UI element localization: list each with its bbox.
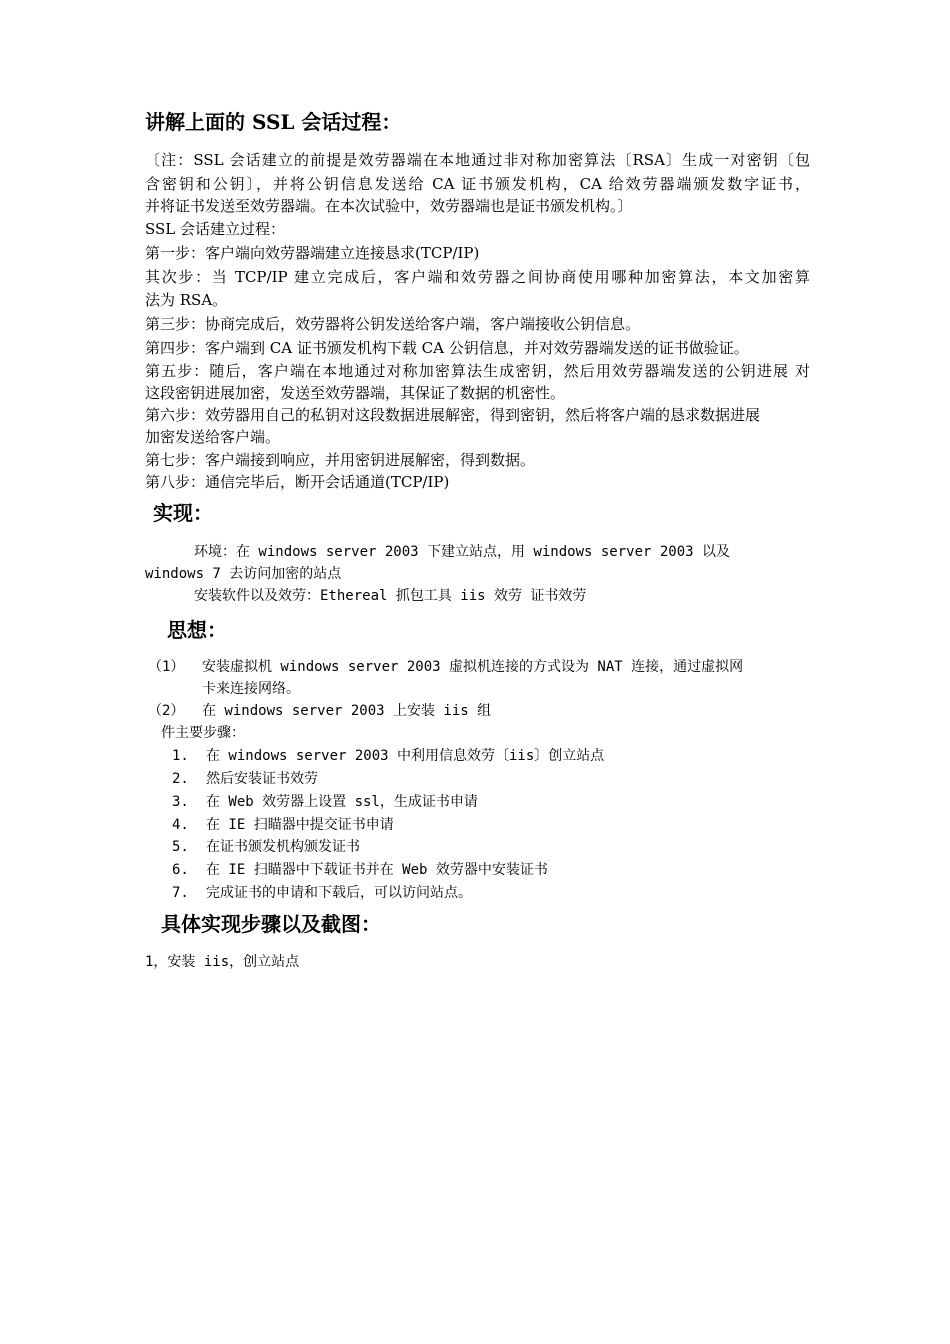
step-line: 第六步：效劳器用自己的私钥对这段数据进展解密，得到密钥，然后将客户端的恳求数据进展 bbox=[145, 406, 761, 424]
sub-step-text: 然后安装证书效劳 bbox=[206, 771, 318, 787]
section-heading-idea: 思想： bbox=[167, 618, 227, 642]
sub-step-text: 在 IE 扫瞄器中下载证书并在 Web 效劳器中安装证书 bbox=[206, 862, 548, 878]
section-heading-implementation: 实现： bbox=[153, 501, 213, 525]
idea-item-text: 件主要步骤： bbox=[161, 725, 245, 741]
idea-item-number: （1） bbox=[148, 659, 185, 675]
sub-step-number: 3. bbox=[172, 794, 189, 810]
sub-step-text: 在 windows server 2003 中利用信息效劳〔iis〕创立站点 bbox=[206, 748, 605, 764]
note-line-2: 含密钥和公钥〕，并将公钥信息发送给 CA 证书颁发机构，CA 给效劳器端颁发数字证书， bbox=[145, 175, 810, 193]
idea-item-text: 卡来连接网络。 bbox=[202, 681, 300, 697]
sub-step-text: 完成证书的申请和下载后，可以访问站点。 bbox=[206, 885, 472, 901]
step-line: 加密发送给客户端。 bbox=[145, 428, 281, 446]
idea-item-text: 在 windows server 2003 上安装 iis 组 bbox=[202, 703, 492, 719]
sub-step-number: 6. bbox=[172, 862, 189, 878]
sub-step-text: 在证书颁发机构颁发证书 bbox=[206, 839, 360, 855]
note-line-3: 并将证书发送至效劳器端。在本次试验中，效劳器端也是证书颁发机构。〕 bbox=[145, 197, 633, 215]
sub-step-text: 在 IE 扫瞄器中提交证书申请 bbox=[206, 817, 394, 833]
idea-item-number: （2） bbox=[148, 703, 185, 719]
section-heading-ssl-process: 讲解上面的 SSL 会话过程： bbox=[145, 110, 402, 134]
step-line: 第五步：随后，客户端在本地通过对称加密算法生成密钥，然后用效劳器端发送的公钥进展 对 bbox=[145, 362, 810, 380]
environment-line-1: 环境：在 windows server 2003 下建立站点，用 windows server 2003 以及 bbox=[194, 544, 731, 560]
step-line: 第八步：通信完毕后，断开会话通道(TCP/IP) bbox=[145, 473, 450, 491]
sub-step-number: 4. bbox=[172, 817, 189, 833]
sub-step-number: 2. bbox=[172, 771, 189, 787]
sub-step-text: 在 Web 效劳器上设置 ssl，生成证书申请 bbox=[206, 794, 478, 810]
detail-item: 1，安装 iis，创立站点 bbox=[145, 954, 300, 970]
step-line: 这段密钥进展加密，发送至效劳器端，其保证了数据的机密性。 bbox=[145, 384, 566, 402]
step-line: 第四步：客户端到 CA 证书颁发机构下载 CA 公钥信息，并对效劳器端发送的证书做验证。 bbox=[145, 339, 749, 357]
step-line: 第一步：客户端向效劳器端建立连接恳求(TCP/IP) bbox=[145, 244, 480, 262]
step-line: 其次步：当 TCP/IP 建立完成后，客户端和效劳器之间协商使用哪种加密算法，本文加密算 bbox=[145, 268, 810, 286]
step-line: 法为 RSA。 bbox=[145, 291, 228, 309]
note-line-1: 〔注：SSL 会话建立的前提是效劳器端在本地通过非对称加密算法〔RSA〕生成一对密钥〔包 bbox=[145, 151, 810, 169]
sub-step-number: 1. bbox=[172, 748, 189, 764]
step-line: 第三步：协商完成后，效劳器将公钥发送给客户端，客户端接收公钥信息。 bbox=[145, 315, 641, 333]
section-heading-detailed-steps: 具体实现步骤以及截图： bbox=[161, 912, 381, 936]
step-line: 第七步：客户端接到响应，并用密钥进展解密，得到数据。 bbox=[145, 451, 536, 469]
process-title: SSL 会话建立过程： bbox=[145, 220, 286, 238]
sub-step-number: 7. bbox=[172, 885, 189, 901]
idea-item-text: 安装虚拟机 windows server 2003 虚拟机连接的方式设为 NAT 连接，通过虚拟网 bbox=[202, 659, 744, 675]
software-line: 安装软件以及效劳：Ethereal 抓包工具 iis 效劳 证书效劳 bbox=[194, 588, 587, 604]
environment-line-2: windows 7 去访问加密的站点 bbox=[145, 566, 342, 582]
sub-step-number: 5. bbox=[172, 839, 189, 855]
